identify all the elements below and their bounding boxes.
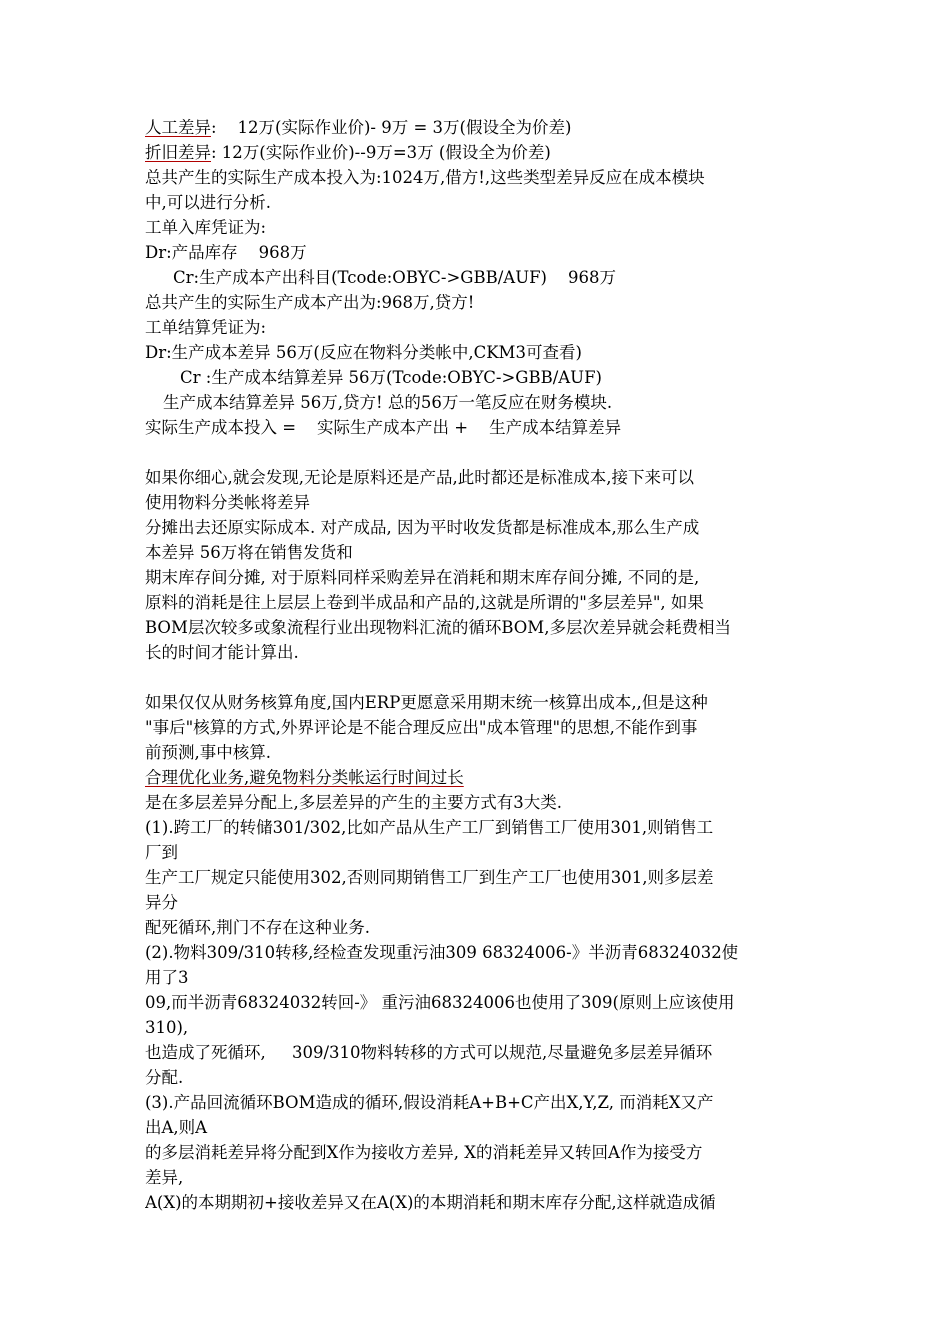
text-line: 用了3 <box>145 968 189 987</box>
text-line: 的多层消耗差异将分配到X作为接收方差异, X的消耗差异又转回A作为接受方 <box>145 1143 703 1162</box>
text-line: 310), <box>145 1018 189 1037</box>
text-line: 厂到 <box>145 843 178 862</box>
text-line: "事后"核算的方式,外界评论是不能合理反应出"成本管理"的思想,不能作到事 <box>145 718 698 737</box>
text-line: 工单结算凭证为: <box>145 318 267 337</box>
underlined-heading: 合理优化业务,避免物料分类帐运行时间过长 <box>145 768 464 787</box>
text-line: 如果你细心,就会发现,无论是原料还是产品,此时都还是标准成本,接下来可以 <box>145 468 694 487</box>
document-body <box>145 115 815 1215</box>
text-line: 前预测,事中核算. <box>145 743 271 762</box>
text-line: 实际生产成本投入 = 实际生产成本产出 + 生产成本结算差异 <box>145 418 622 437</box>
text-line: 人工差异: 12万(实际作业价)- 9万 = 3万(假设全为价差) <box>145 118 572 137</box>
text-line: 总共产生的实际生产成本产出为:968万,贷方! <box>145 293 475 312</box>
text-line: 中,可以进行分析. <box>145 193 271 212</box>
text-line: (1).跨工厂的转储301/302,比如产品从生产工厂到销售工厂使用301,则销售工 <box>145 818 714 837</box>
text-line: 原料的消耗是往上层层上卷到半成品和产品的,这就是所谓的"多层差异", 如果 <box>145 593 704 612</box>
text-line: (2).物料309/310转移,经检查发现重污油309 68324006-》半沥青68324032使 <box>145 943 739 962</box>
text-line: 是在多层差异分配上,多层差异的产生的主要方式有3大类. <box>145 793 562 812</box>
text-line: 工单入库凭证为: <box>145 218 267 237</box>
text-line: 09,而半沥青68324032转回-》 重污油68324006也使用了309(原则上应该使用 <box>145 993 735 1012</box>
text-line: 分配. <box>145 1068 184 1087</box>
text-line: (3).产品回流循环BOM造成的循环,假设消耗A+B+C产出X,Y,Z, 而消耗X又产 <box>145 1093 714 1112</box>
paragraph-gap <box>145 440 815 465</box>
text-line: 折旧差异: 12万(实际作业价)--9万=3万 (假设全为价差) <box>145 143 551 162</box>
text-line: 分摊出去还原实际成本. 对产成品, 因为平时收发货都是标准成本,那么生产成 <box>145 518 700 537</box>
text-line: Cr :生产成本结算差异 56万(Tcode:OBYC->GBB/AUF) <box>180 368 602 387</box>
text-line: 异分 <box>145 893 178 912</box>
text-line: Dr:产品库存 968万 <box>145 243 307 262</box>
text-line: 本差异 56万将在销售发货和 <box>145 543 353 562</box>
text-line <box>145 765 815 790</box>
text-line: 如果仅仅从财务核算角度,国内ERP更愿意采用期末统一核算出成本,,但是这种 <box>145 693 708 712</box>
text-line: 生产成本结算差异 56万,贷方! 总的56万一笔反应在财务模块. <box>163 393 613 412</box>
text-line: 总共产生的实际生产成本投入为:1024万,借方!,这些类型差异反应在成本模块 <box>145 168 705 187</box>
text-line: 使用物料分类帐将差异 <box>145 493 310 512</box>
text-line: 长的时间才能计算出. <box>145 643 299 662</box>
paragraph-gap <box>145 665 815 690</box>
underlined-term: 人工差异 <box>145 118 211 137</box>
text-line: Cr:生产成本产出科目(Tcode:OBYC->GBB/AUF) 968万 <box>173 268 616 287</box>
text-line: 生产工厂规定只能使用302,否则同期销售工厂到生产工厂也使用301,则多层差 <box>145 868 714 887</box>
text-line: 期末库存间分摊, 对于原料同样采购差异在消耗和期末库存间分摊, 不同的是, <box>145 568 700 587</box>
text-line: A(X)的本期期初+接收差异又在A(X)的本期消耗和期末库存分配,这样就造成循 <box>145 1193 716 1212</box>
text-line: 也造成了死循环, 309/310物料转移的方式可以规范,尽量避免多层差异循环 <box>145 1043 713 1062</box>
underlined-term: 折旧差异 <box>145 143 211 162</box>
text-line: 出A,则A <box>145 1118 208 1137</box>
text-line: Dr:生产成本差异 56万(反应在物料分类帐中,CKM3可查看) <box>145 343 582 362</box>
text-line: 差异, <box>145 1168 184 1187</box>
text-line: 配死循环,荆门不存在这种业务. <box>145 918 370 937</box>
text-line: BOM层次较多或象流程行业出现物料汇流的循环BOM,多层次差异就会耗费相当 <box>145 618 731 637</box>
